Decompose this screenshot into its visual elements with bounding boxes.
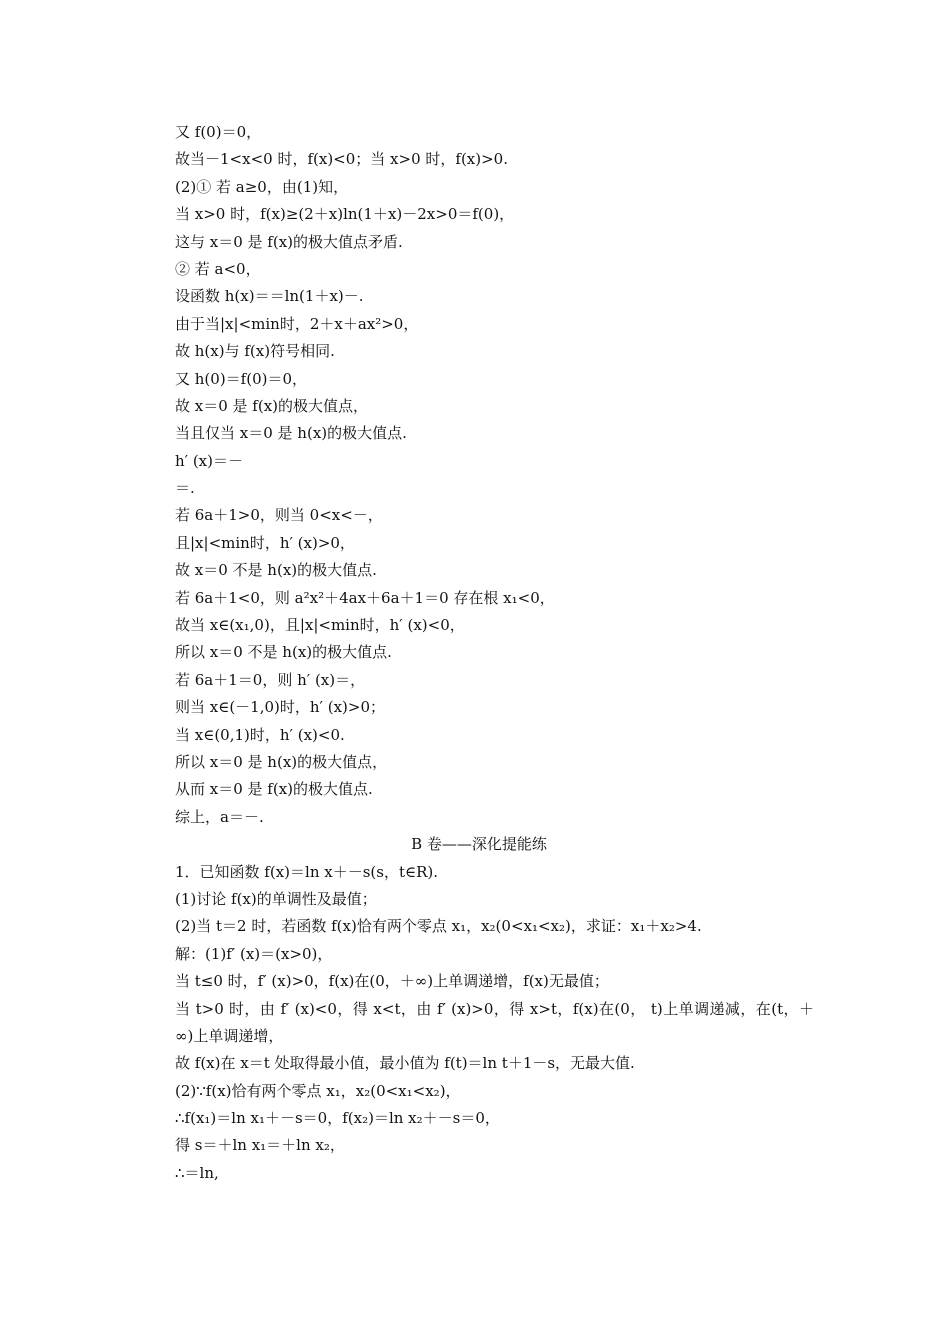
text-line: 若 6a＋1＝0，则 h′ (x)＝， [175,670,366,689]
text-line: 当且仅当 x＝0 是 h(x)的极大值点. [175,424,407,443]
text-line: 综上，a＝－. [175,807,264,826]
text-line: ∴f(x₁)＝ln x₁＋－s＝0，f(x₂)＝ln x₂＋－s＝0， [175,1109,500,1128]
text-line: 解：(1)f′ (x)＝(x>0)， [175,944,333,963]
text-line: 故 x＝0 不是 h(x)的极大值点. [175,561,377,580]
text-line: 若 6a＋1<0，则 a²x²＋4ax＋6a＋1＝0 存在根 x₁<0， [175,588,555,607]
text-line: 则当 x∈(－1,0)时，h′ (x)>0； [175,698,386,717]
text-line: 设函数 h(x)＝＝ln(1＋x)－. [175,287,364,306]
text-line: 所以 x＝0 是 h(x)的极大值点， [175,752,388,771]
text-line: (2)∵f(x)恰有两个零点 x₁，x₂(0<x₁<x₂)， [175,1081,461,1100]
text-line: 且|x|<min时，h′ (x)>0， [175,533,355,552]
text-line: 若 6a＋1>0，则当 0<x<－， [175,506,383,525]
wrapped-paragraph: 当 t>0 时，由 f′ (x)<0，得 x<t，由 f′ (x)>0，得 x>t，f(x)在(0， t)上单调递减，在(t，＋∞)上单调递增， [175,999,814,1045]
text-line: 又 f(0)＝0， [175,123,262,141]
text-line: 故 f(x)在 x＝t 处取得最小值，最小值为 f(t)＝ln t＋1－s，无最大值. [175,1054,635,1073]
text-line: 当 t≤0 时，f′ (x)>0，f(x)在(0，＋∞)上单调递增，f(x)无最值； [175,972,609,991]
text-line: 又 h(0)＝f(0)＝0， [175,369,308,388]
section-title: B 卷——深化提能练 [411,835,547,854]
text-line: h′ (x)＝－ [175,451,243,470]
text-line: 从而 x＝0 是 f(x)的极大值点. [175,780,373,799]
text-line: (2)当 t＝2 时，若函数 f(x)恰有两个零点 x₁，x₂(0<x₁<x₂)，求证：x₁＋x₂>4. [175,917,702,936]
text-line: 当 x∈(0,1)时，h′ (x)<0. [175,725,345,744]
text-line: ＝. [175,479,195,498]
text-line: ∴＝ln, [175,1163,219,1182]
text-line: 故当－1<x<0 时，f(x)<0；当 x>0 时，f(x)>0. [175,150,508,169]
text-line: ② 若 a<0， [175,259,261,278]
text-line: 所以 x＝0 不是 h(x)的极大值点. [175,643,392,662]
text-line: (1)讨论 f(x)的单调性及最值； [175,889,377,908]
text-line: 故 x＝0 是 f(x)的极大值点， [175,396,369,415]
text-line: 当 x>0 时，f(x)≥(2＋x)ln(1＋x)－2x>0＝f(0)， [175,205,515,224]
text-line: (2)① 若 a≥0，由(1)知， [175,177,349,196]
text-line: 1．已知函数 f(x)＝ln x＋－s(s，t∈R). [175,862,439,881]
text-line: 这与 x＝0 是 f(x)的极大值点矛盾. [175,232,403,251]
solution-text [144,119,814,1187]
text-line: 得 s＝＋ln x₁＝＋ln x₂， [175,1136,345,1155]
text-line: 由于当|x|<min时，2＋x＋ax²>0， [175,314,419,333]
text-line: 故 h(x)与 f(x)符号相同. [175,342,335,361]
text-line: 故当 x∈(x₁,0)，且|x|<min时，h′ (x)<0， [175,616,465,635]
